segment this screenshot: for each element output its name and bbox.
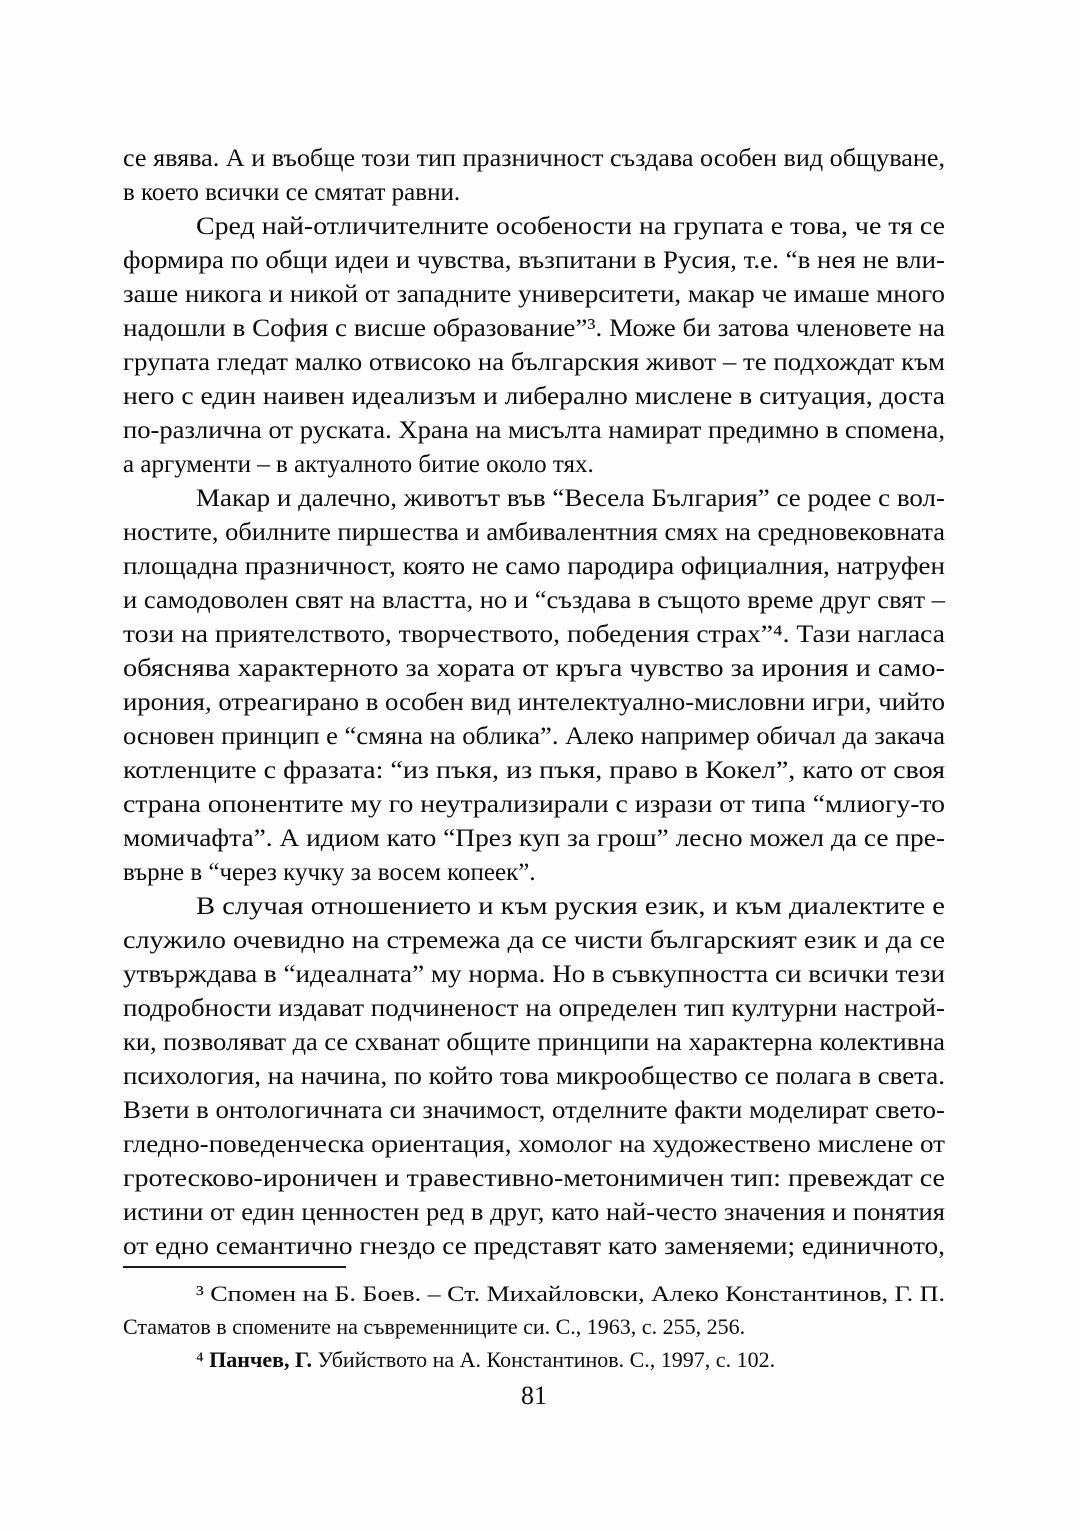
text-line: страна опонентите му го неутрализирали с изрази от типа “млиогу-то bbox=[123, 791, 945, 818]
text-line: гледно-поведенческа ориентация, хомолог на художествено мислене от bbox=[123, 1131, 945, 1158]
text-line: утвърждава в “идеалната” му норма. Но в съвкупността си всички тези bbox=[123, 961, 946, 988]
footnote-line bbox=[196, 1343, 945, 1376]
text-line: психология, на начина, по който това микрообщество се полага в света. bbox=[123, 1063, 945, 1090]
paragraph bbox=[123, 482, 945, 890]
footnote-marker: ⁴ bbox=[196, 1347, 210, 1372]
text-line: и самодоволен свят на властта, но и “създава в същото време друг свят – bbox=[123, 587, 945, 614]
footnote-text: Убийството на А. Константинов. С., 1997, с. 102. bbox=[312, 1347, 776, 1372]
text-line: Взети в онтологичната си значимост, отделните факти моделират свето- bbox=[123, 1097, 946, 1124]
text-line: площадна празничност, която не само пародира официалния, натруфен bbox=[123, 553, 945, 580]
text-line: момичафта”. А идиом като “През куп за грош” лесно можел да се пре- bbox=[123, 825, 945, 852]
text-line: заше никога и никой от западните университети, макар че имаше много bbox=[123, 281, 945, 308]
text-line: ки, позволяват да се схванат общите принципи на характерна колективна bbox=[123, 1029, 945, 1056]
text-line: обяснява характерното за хората от кръга чувство за ирония и само- bbox=[123, 655, 945, 682]
text-line: Макар и далечно, животът във “Весела България” се родее с вол- bbox=[196, 485, 946, 512]
text-line: В случая отношението и към руския език, и към диалектите е bbox=[196, 893, 945, 920]
text-line: върне в “через кучку за восем копеек”. bbox=[123, 859, 536, 886]
text-line: по-различна от руската. Храна на мисълта намират предимно в спомена, bbox=[123, 417, 945, 444]
paragraph bbox=[123, 890, 945, 1264]
text-line: истини от един ценностен ред в друг, като най-често значения и понятия bbox=[123, 1199, 945, 1226]
page-number: 81 bbox=[521, 1381, 547, 1410]
text-line: в което всички се смятат равни. bbox=[123, 179, 461, 206]
text-line: от едно семантично гнездо се представят като заменяеми; единичното, bbox=[123, 1233, 945, 1260]
text-line: а аргументи – в актуалното битие около тях. bbox=[123, 451, 594, 478]
text-line: този на приятелството, творчеството, победения страх”⁴. Тази нагласа bbox=[123, 621, 945, 648]
text-line: служило очевидно на стремежа да се чисти българският език и да се bbox=[123, 927, 945, 954]
text-line: ностите, обилните пиршества и амбивалентния смях на средновековната bbox=[123, 519, 946, 546]
page-text bbox=[123, 142, 945, 1264]
footnotes bbox=[123, 1277, 945, 1376]
footnote-author: Панчев, Г. bbox=[209, 1347, 313, 1372]
text-line: надошли в София с висше образование”³. Може би затова членовете на bbox=[123, 315, 945, 342]
footnote-line: ³ Спомен на Б. Боев. – Ст. Михайловски, Алеко Константинов, Г. П. bbox=[196, 1281, 945, 1306]
text-line: формира по общи идеи и чувства, възпитани в Русия, т.е. “в нея не вли- bbox=[123, 247, 945, 274]
text-line: Сред най-отличителните особености на групата е това, че тя се bbox=[196, 213, 945, 240]
text-line: котленците с фразата: “из пъкя, из пъкя, право в Кокел”, като от своя bbox=[123, 757, 946, 784]
footnote-line: Стаматов в спомените на съвременниците си. С., 1963, с. 255, 256. bbox=[123, 1314, 746, 1339]
text-line: групата гледат малко отвисоко на българския живот – те подхождат към bbox=[123, 349, 945, 376]
footnote-separator bbox=[123, 1266, 346, 1268]
text-line: ирония, отреагирано в особен вид интелектуално-мисловни игри, чийто bbox=[123, 689, 946, 716]
text-line: основен принцип е “смяна на облика”. Алеко например обичал да закача bbox=[123, 723, 946, 750]
paragraph bbox=[123, 210, 945, 482]
text-line: подробности издават подчиненост на определен тип културни настрой- bbox=[123, 995, 945, 1022]
text-line: се явява. А и въобще този тип празничност създава особен вид общуване, bbox=[123, 145, 945, 172]
text-line: него с един наивен идеализъм и либерално мислене в ситуация, доста bbox=[123, 383, 945, 410]
text-line: гротесково-ироничен и травестивно-метонимичен тип: превеждат се bbox=[123, 1165, 945, 1192]
paragraph bbox=[123, 142, 945, 210]
